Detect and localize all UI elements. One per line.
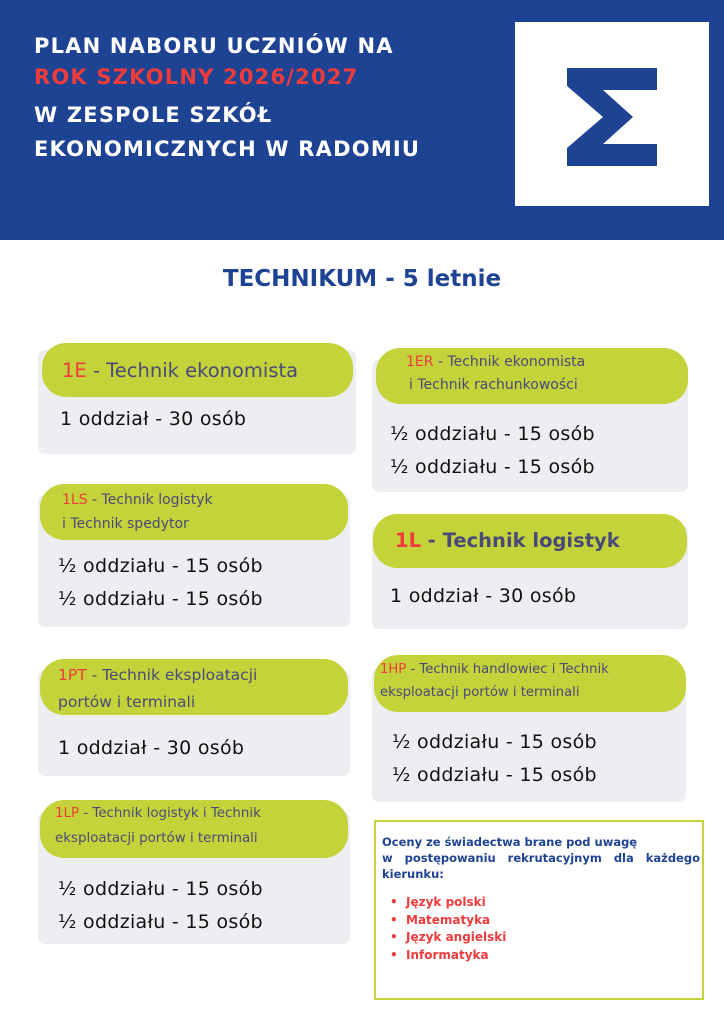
grades-info-text <box>382 834 700 882</box>
program-title-1ls <box>62 489 213 511</box>
capacity-1er-2: ½ oddziału - 15 osób <box>390 456 595 478</box>
capacity-1e-1: 1 oddział - 30 osób <box>60 408 247 430</box>
program-code: 1LS <box>62 492 88 508</box>
program-title-1pt <box>58 663 257 687</box>
program-name: - Technik ekonomista <box>437 354 586 370</box>
program-title-1e <box>62 359 298 382</box>
program-title-1ls-line-2: i Technik spedytor <box>62 516 189 532</box>
header-title-line-2: ROK SZKOLNY 2026/2027 <box>34 65 359 89</box>
program-name: - Technik ekonomista <box>92 359 299 382</box>
program-title-1er-line-2: i Technik rachunkowości <box>409 377 578 393</box>
info-line-3: kierunku: <box>382 867 444 881</box>
capacity-1hp-2: ½ oddziału - 15 osób <box>392 764 597 786</box>
program-name: - Technik logistyk <box>427 529 620 552</box>
subjects-list <box>390 894 506 964</box>
program-name: - Technik eksploatacji <box>91 666 258 684</box>
capacity-1er-1: ½ oddziału - 15 osób <box>390 423 595 445</box>
program-title-1hp <box>380 659 609 681</box>
capacity-1pt-1: 1 oddział - 30 osób <box>58 737 245 759</box>
capacity-1hp-1: ½ oddziału - 15 osób <box>392 731 597 753</box>
program-title-1pt-line-2: portów i terminali <box>58 693 196 711</box>
info-line-2: w postępowaniu rekrutacyjnym dla każdego <box>382 851 700 865</box>
program-title-1hp-line-2: eksploatacji portów i terminali <box>380 685 580 700</box>
program-title-1lp-line-2: eksploatacji portów i terminali <box>55 831 258 846</box>
program-code: 1PT <box>58 666 87 684</box>
info-line-1: Oceny ze świadectwa brane pod uwagę <box>382 835 638 849</box>
capacity-1ls-1: ½ oddziału - 15 osób <box>58 555 263 577</box>
program-title-1l <box>395 529 620 552</box>
program-code: 1HP <box>380 662 407 677</box>
program-title-1lp <box>55 803 261 825</box>
program-code: 1LP <box>55 806 80 821</box>
grades-info-box <box>374 820 704 1000</box>
capacity-1lp-1: ½ oddziału - 15 osób <box>58 878 263 900</box>
program-name: - Technik logistyk i Technik <box>83 806 261 821</box>
capacity-1l-1: 1 oddział - 30 osób <box>390 585 577 607</box>
header-banner <box>0 0 724 240</box>
program-code: 1E <box>62 359 87 382</box>
subject-item: • Matematyka <box>390 912 506 930</box>
sigma-logo-icon <box>515 22 709 206</box>
program-code: 1ER <box>406 354 434 370</box>
program-name: - Technik logistyk <box>92 492 213 508</box>
header-title-line-1: PLAN NABORU UCZNIÓW NA <box>34 34 394 58</box>
header-title-line-3: W ZESPOLE SZKÓŁ <box>34 103 273 127</box>
subject-item: • Informatyka <box>390 947 506 965</box>
capacity-1ls-2: ½ oddziału - 15 osób <box>58 588 263 610</box>
header-title-line-4: EKONOMICZNYCH W RADOMIU <box>34 137 421 161</box>
capacity-1lp-2: ½ oddziału - 15 osób <box>58 911 263 933</box>
school-logo <box>515 22 709 206</box>
section-title: TECHNIKUM - 5 letnie <box>222 266 502 292</box>
program-code: 1L <box>395 529 421 552</box>
subject-item: • Język polski <box>390 894 506 912</box>
subject-item: • Język angielski <box>390 929 506 947</box>
program-name: - Technik handlowiec i Technik <box>410 662 609 677</box>
program-title-1er <box>406 351 585 373</box>
